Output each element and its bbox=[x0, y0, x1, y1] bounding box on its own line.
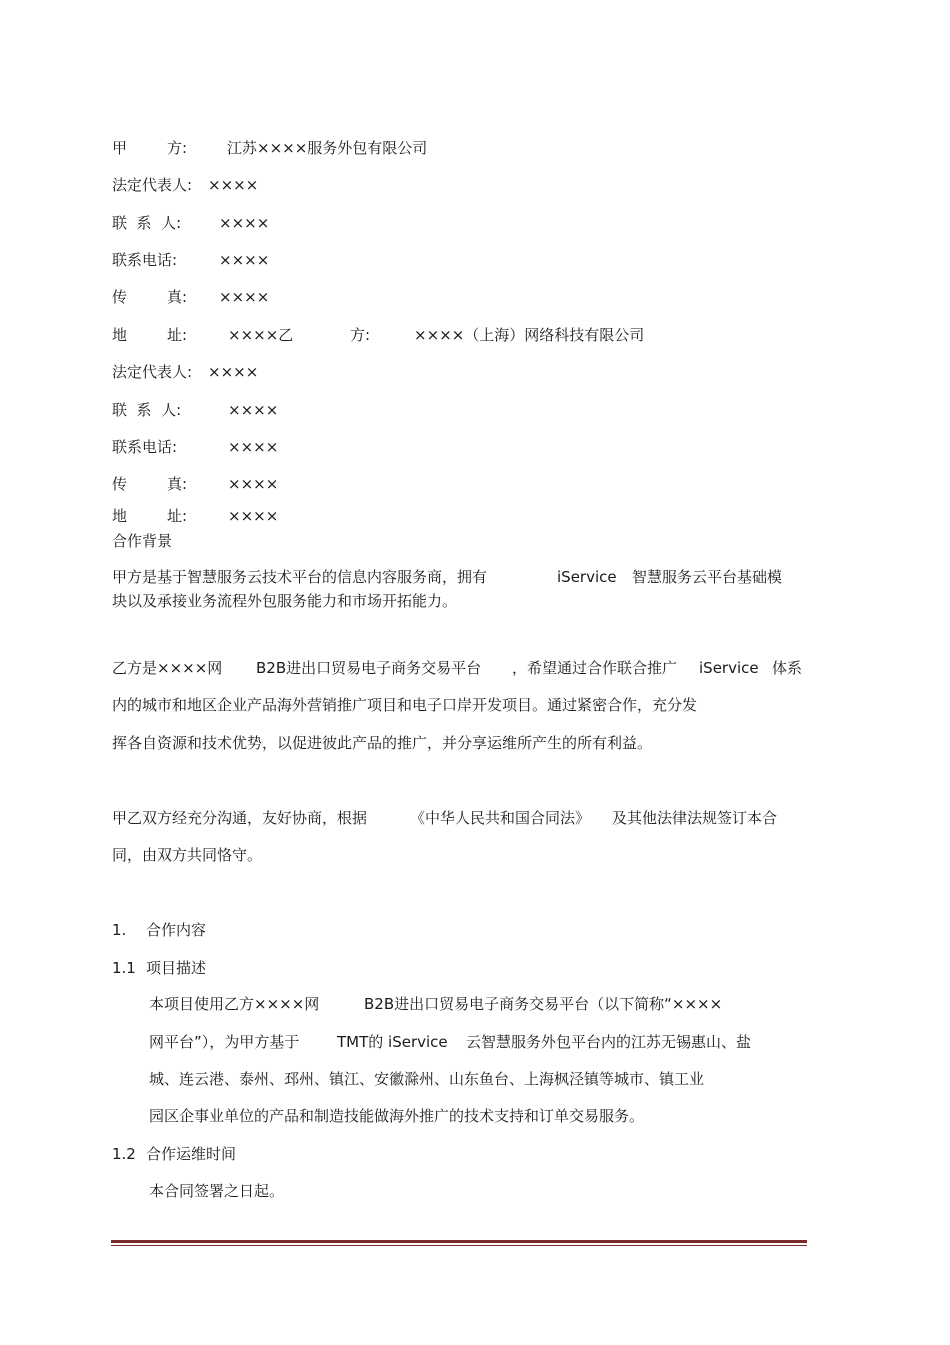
party-a-addr-value: ××××乙 bbox=[228, 326, 294, 344]
footer-rule-thin bbox=[111, 1245, 807, 1246]
section-1-1-line1-a: 本项目使用乙方××××网 bbox=[149, 995, 320, 1013]
background-p1-line2: 块以及承接业务流程外包服务能力和市场开拓能力。 bbox=[112, 592, 458, 610]
background-p2-a: 乙方是××××网 bbox=[112, 659, 223, 677]
party-a-fax-value: ×××× bbox=[219, 288, 270, 306]
section-1-1-line3: 城、连云港、泰州、邳州、镇江、安徽滁州、山东鱼台、上海枫泾镇等城市、镇工业 bbox=[149, 1070, 705, 1088]
background-p1-b: iService bbox=[557, 568, 617, 586]
section-1-2-text: 本合同签署之日起。 bbox=[149, 1182, 285, 1200]
party-a-phone-value: ×××× bbox=[219, 251, 270, 269]
section-1-1-line4: 园区企事业单位的产品和制造技能做海外推广的技术支持和订单交易服务。 bbox=[149, 1107, 645, 1125]
party-b-addr-label: 地 bbox=[112, 507, 128, 525]
party-b-rep-label: 法定代表人: bbox=[112, 363, 193, 381]
background-p2-e: 体系 bbox=[772, 659, 803, 677]
background-p2-c: ，希望通过合作联合推广 bbox=[512, 659, 678, 677]
party-b-fax-value: ×××× bbox=[228, 475, 279, 493]
party-a-fax-label-2: 真: bbox=[167, 288, 188, 306]
party-a-addr-label: 地 bbox=[112, 326, 128, 344]
background-p2-b: B2B进出口贸易电子商务交易平台 bbox=[256, 659, 482, 677]
party-b-name-label-2: 方: bbox=[350, 326, 371, 344]
section-1-1-title: 项目描述 bbox=[146, 959, 207, 977]
background-p3-line2: 同，由双方共同恪守。 bbox=[112, 846, 263, 864]
footer-rule-thick bbox=[111, 1240, 807, 1243]
section-1-2-number: 1.2 bbox=[112, 1145, 136, 1163]
party-a-contact-value: ×××× bbox=[219, 214, 270, 232]
section-1-number: 1. bbox=[112, 921, 127, 939]
background-p1-a: 甲方是基于智慧服务云技术平台的信息内容服务商，拥有 bbox=[112, 568, 488, 586]
section-1-1-line1-b: B2B进出口贸易电子商务交易平台（以下简称“×××× bbox=[364, 995, 723, 1013]
party-b-addr-label-2: 址: bbox=[167, 507, 188, 525]
party-a-name-label: 甲 bbox=[112, 139, 128, 157]
background-p3-a: 甲乙双方经充分沟通，友好协商，根据 bbox=[112, 809, 368, 827]
section-1-1-line2-b: TMT的 iService bbox=[337, 1033, 448, 1051]
party-b-fax-label-2: 真: bbox=[167, 475, 188, 493]
party-b-contact-label: 联 系 人: bbox=[112, 401, 182, 419]
party-a-rep-label: 法定代表人: bbox=[112, 176, 193, 194]
party-a-contact-label: 联 系 人: bbox=[112, 214, 182, 232]
party-b-phone-label: 联系电话: bbox=[112, 438, 178, 456]
party-a-addr-label-2: 址: bbox=[167, 326, 188, 344]
background-p2-line3: 挥各自资源和技术优势，以促进彼此产品的推广，并分享运维所产生的所有利益。 bbox=[112, 734, 653, 752]
background-p2-d: iService bbox=[699, 659, 759, 677]
party-b-rep-value: ×××× bbox=[208, 363, 259, 381]
party-b-phone-value: ×××× bbox=[228, 438, 279, 456]
party-b-contact-value: ×××× bbox=[228, 401, 279, 419]
party-a-fax-label: 传 bbox=[112, 288, 128, 306]
party-a-name-value: 江苏××××服务外包有限公司 bbox=[227, 139, 428, 157]
background-p1-c: 智慧服务云平台基础模 bbox=[632, 568, 783, 586]
party-b-addr-value: ×××× bbox=[228, 507, 279, 525]
party-b-name-value: ××××（上海）网络科技有限公司 bbox=[414, 326, 645, 344]
section-1-title: 合作内容 bbox=[146, 921, 207, 939]
party-b-fax-label: 传 bbox=[112, 475, 128, 493]
background-p3-b: 《中华人民共和国合同法》 bbox=[410, 809, 591, 827]
section-1-1-line2-a: 网平台”），为甲方基于 bbox=[149, 1033, 300, 1051]
background-p3-c: 及其他法律法规签订本合 bbox=[612, 809, 778, 827]
section-1-1-number: 1.1 bbox=[112, 959, 136, 977]
background-p2-line2: 内的城市和地区企业产品海外营销推广项目和电子口岸开发项目。通过紧密合作，充分发 bbox=[112, 696, 698, 714]
party-a-rep-value: ×××× bbox=[208, 176, 259, 194]
section-1-1-line2-c: 云智慧服务外包平台内的江苏无锡惠山、盐 bbox=[466, 1033, 752, 1051]
background-heading: 合作背景 bbox=[112, 532, 173, 550]
section-1-2-title: 合作运维时间 bbox=[146, 1145, 237, 1163]
party-a-name-label-2: 方: bbox=[167, 139, 188, 157]
party-a-phone-label: 联系电话: bbox=[112, 251, 178, 269]
